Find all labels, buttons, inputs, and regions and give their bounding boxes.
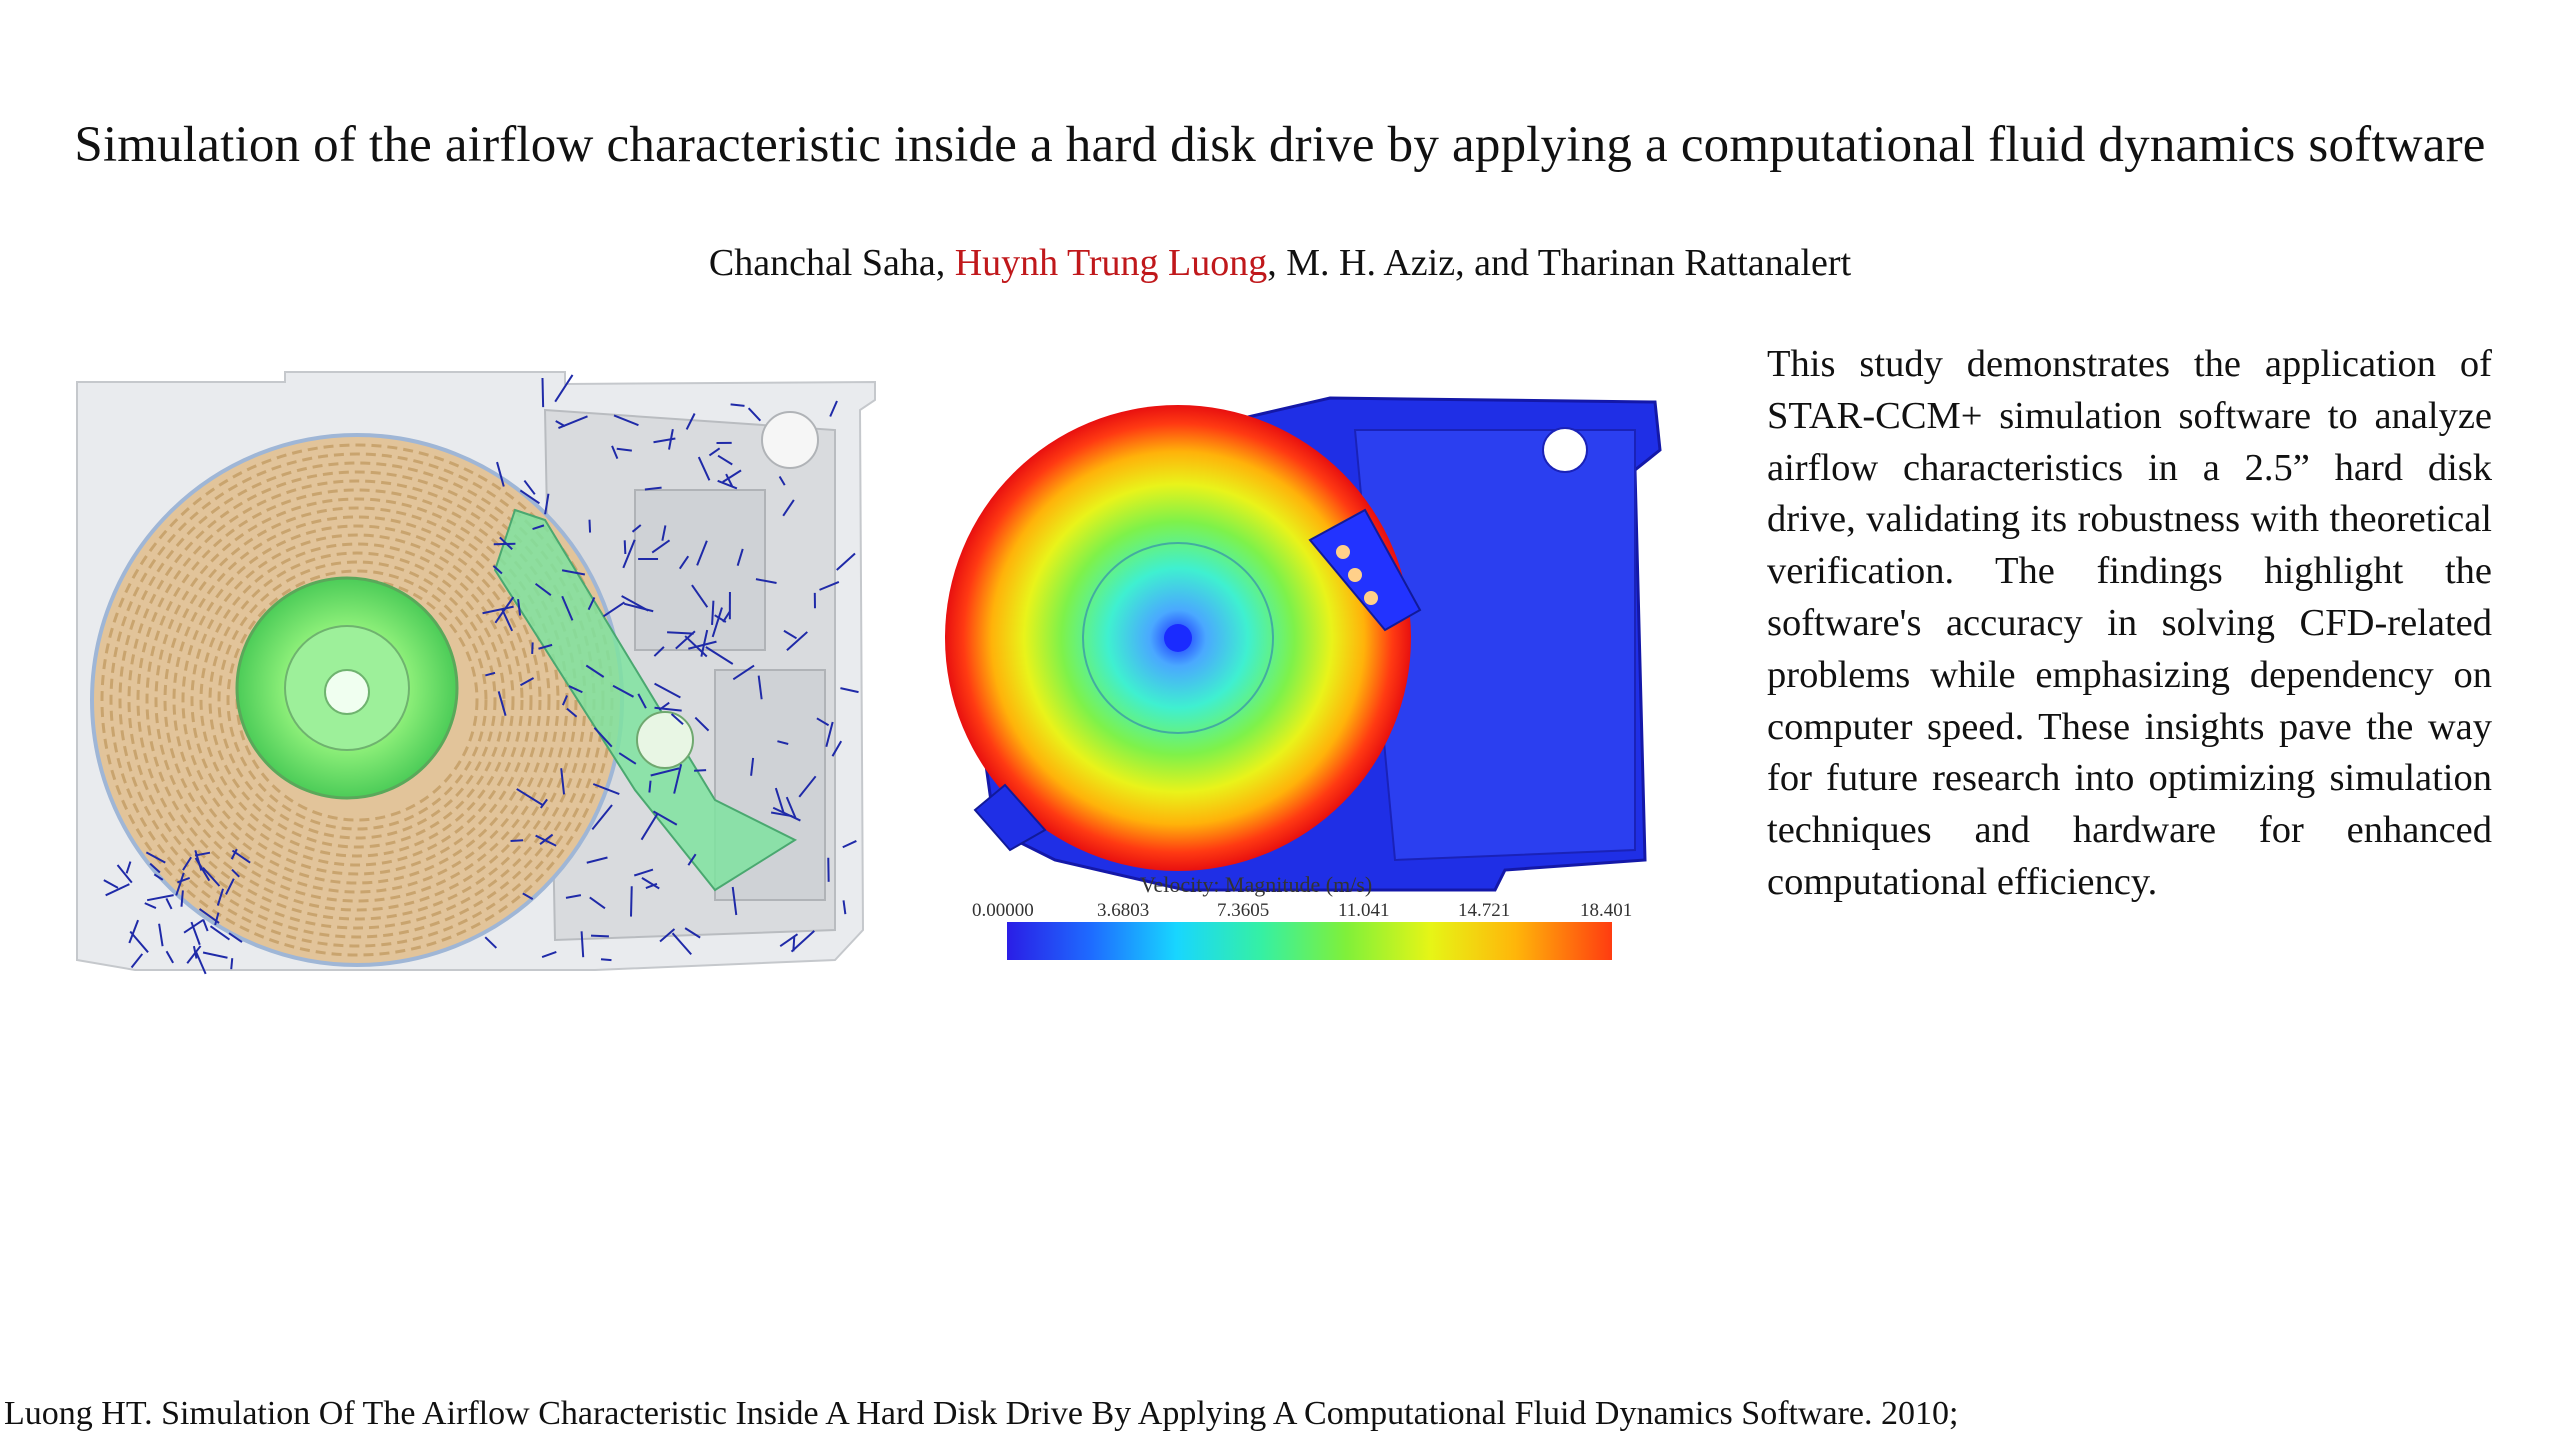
- flow-arrow: [649, 781, 650, 793]
- flow-arrow: [667, 632, 694, 633]
- flow-arrow: [542, 378, 543, 407]
- arm-hole: [1348, 568, 1362, 582]
- flow-arrow: [589, 520, 590, 533]
- flow-arrow: [182, 890, 183, 906]
- arm-hole: [1364, 591, 1378, 605]
- author-list: [0, 240, 2560, 286]
- flow-arrow: [631, 886, 632, 916]
- flow-arrow: [712, 601, 713, 625]
- spindle: [325, 670, 369, 714]
- arm-hole: [1336, 545, 1350, 559]
- velocity-colorbar: [1007, 922, 1612, 960]
- pivot: [637, 712, 693, 768]
- flow-arrow: [591, 936, 609, 937]
- colorbar-tick: 18.401: [1580, 900, 1633, 921]
- flow-arrow: [231, 958, 232, 969]
- corner-hole: [762, 412, 818, 468]
- page-title: Simulation of the airflow characteristic inside a hard disk drive by applying a computational fluid dynamics software: [74, 117, 2486, 173]
- housing-block: [635, 490, 765, 650]
- author-list-suffix: , M. H. Aziz, and Tharinan Rattanalert: [1267, 242, 1852, 284]
- author-list-prefix: Chanchal Saha,: [708, 242, 955, 284]
- colorbar-title: Velocity: Magnitude (m/s): [1140, 872, 1373, 897]
- flow-arrow: [601, 959, 611, 960]
- colorbar-tick: 14.721: [1458, 900, 1511, 921]
- colorbar-tick: 11.041: [1338, 900, 1390, 921]
- airflow-vector-figure: [75, 370, 885, 985]
- spindle: [1164, 624, 1192, 652]
- flow-arrow: [532, 642, 533, 653]
- colorbar-tick: 7.3605: [1217, 900, 1270, 921]
- flow-arrow: [625, 540, 626, 554]
- colorbar-tick: 0.00000: [972, 900, 1034, 921]
- flow-arrow: [511, 840, 524, 841]
- flow-arrow: [793, 937, 794, 952]
- colorbar-ticks: [972, 900, 1652, 924]
- colorbar-tick: 3.6803: [1097, 900, 1150, 921]
- abstract-text: This study demonstrates the application of STAR-CCM+ simulation software to analyze airflow characteristics in a 2.5” hard disk drive, validating its robustness with theoretical verification. The findings highlight the software's accuracy in solving CFD-related problems while emphasizing dependency on computer speed. These insights pave the way for future research into optimizing simulation techniques and hardware for enhanced computational efficiency.: [1767, 343, 2492, 903]
- flow-arrow: [694, 770, 706, 771]
- citation: Luong HT. Simulation Of The Airflow Characteristic Inside A Hard Disk Drive By Applying A Computational Fluid Dynamics Software. 2010;: [4, 1395, 1959, 1432]
- highlighted-author: Huynh Trung Luong: [954, 242, 1268, 284]
- corner-hole: [1543, 428, 1587, 472]
